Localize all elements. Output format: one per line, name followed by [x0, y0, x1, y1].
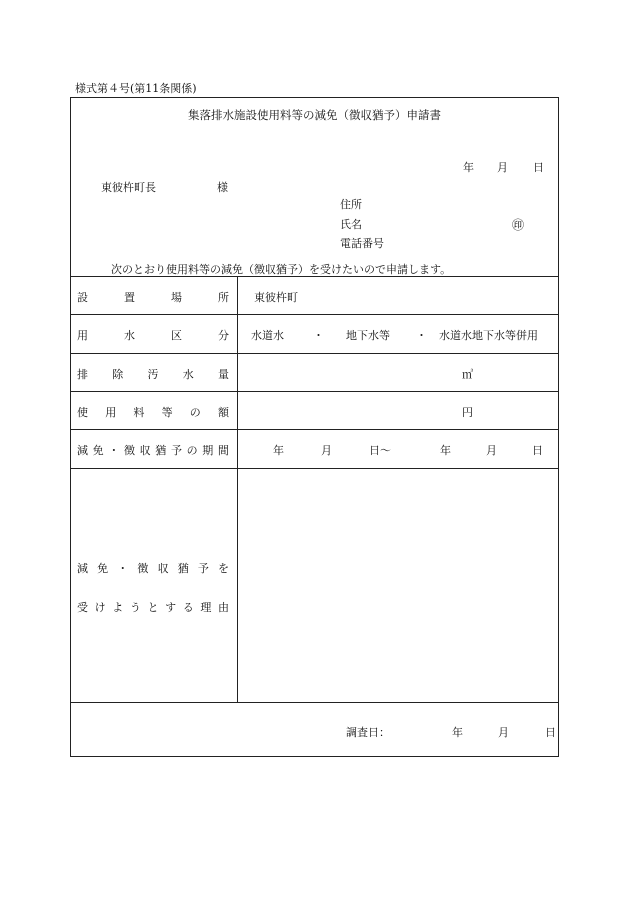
- form-reference: 様式第４号(第11条関係): [75, 82, 197, 95]
- phone-label: 電話番号: [340, 237, 384, 250]
- rule-1: [71, 276, 558, 277]
- rule-6: [71, 468, 558, 469]
- discharge-unit: ㎥: [462, 368, 473, 381]
- discharge-label: 排 除 汚 水 量: [77, 368, 229, 381]
- application-form: [70, 97, 559, 757]
- header-day: 日: [533, 161, 544, 174]
- address-label: 住所: [340, 198, 362, 211]
- water-option-combined: 水道水地下水等併用: [439, 329, 538, 342]
- period-end-year: 年: [440, 444, 451, 457]
- rule-7: [71, 702, 558, 703]
- request-statement: 次のとおり使用料等の減免（徴収猶予）を受けたいので申請します。: [111, 263, 452, 276]
- reason-label-line1: 減 免 ・ 徴 収 猶 予 を: [77, 562, 229, 575]
- name-label: 氏名: [340, 218, 362, 231]
- water-separator-1: ・: [313, 329, 324, 342]
- addressee-honorific: 様: [217, 181, 228, 194]
- header-year: 年: [463, 161, 474, 174]
- column-divider: [237, 276, 238, 702]
- rule-3: [71, 353, 558, 354]
- survey-month: 月: [498, 726, 509, 739]
- fee-label: 使 用 料 等 の 額: [77, 406, 229, 419]
- water-separator-2: ・: [416, 329, 427, 342]
- water-option-ground: 地下水等: [346, 329, 390, 342]
- period-label: 減 免 ・ 徴 収 猶 予 の 期 間: [77, 444, 229, 457]
- period-start-month: 月: [321, 444, 332, 457]
- reason-label-line2: 受 け よ う と す る 理 由: [77, 601, 229, 614]
- period-end-month: 月: [486, 444, 497, 457]
- rule-2: [71, 314, 558, 315]
- water-option-tap: 水道水: [251, 329, 284, 342]
- fee-unit: 円: [462, 406, 473, 419]
- period-start-year: 年: [273, 444, 284, 457]
- rule-5: [71, 429, 558, 430]
- survey-label: 調査日：: [346, 726, 390, 739]
- header-month: 月: [497, 161, 508, 174]
- survey-year: 年: [452, 726, 463, 739]
- period-end-day: 日: [532, 444, 543, 457]
- form-title: 集落排水施設使用料等の減免（徴収猶予）申請書: [188, 108, 441, 122]
- location-label: 設 置 場 所: [77, 291, 229, 304]
- seal-mark: ㊞: [512, 218, 525, 232]
- survey-day: 日: [545, 726, 556, 739]
- location-value: 東彼杵町: [254, 291, 298, 304]
- period-start-day: 日～: [369, 444, 391, 457]
- water-type-label: 用 水 区 分: [77, 329, 229, 342]
- addressee-name: 東彼杵町長: [101, 181, 156, 194]
- rule-4: [71, 391, 558, 392]
